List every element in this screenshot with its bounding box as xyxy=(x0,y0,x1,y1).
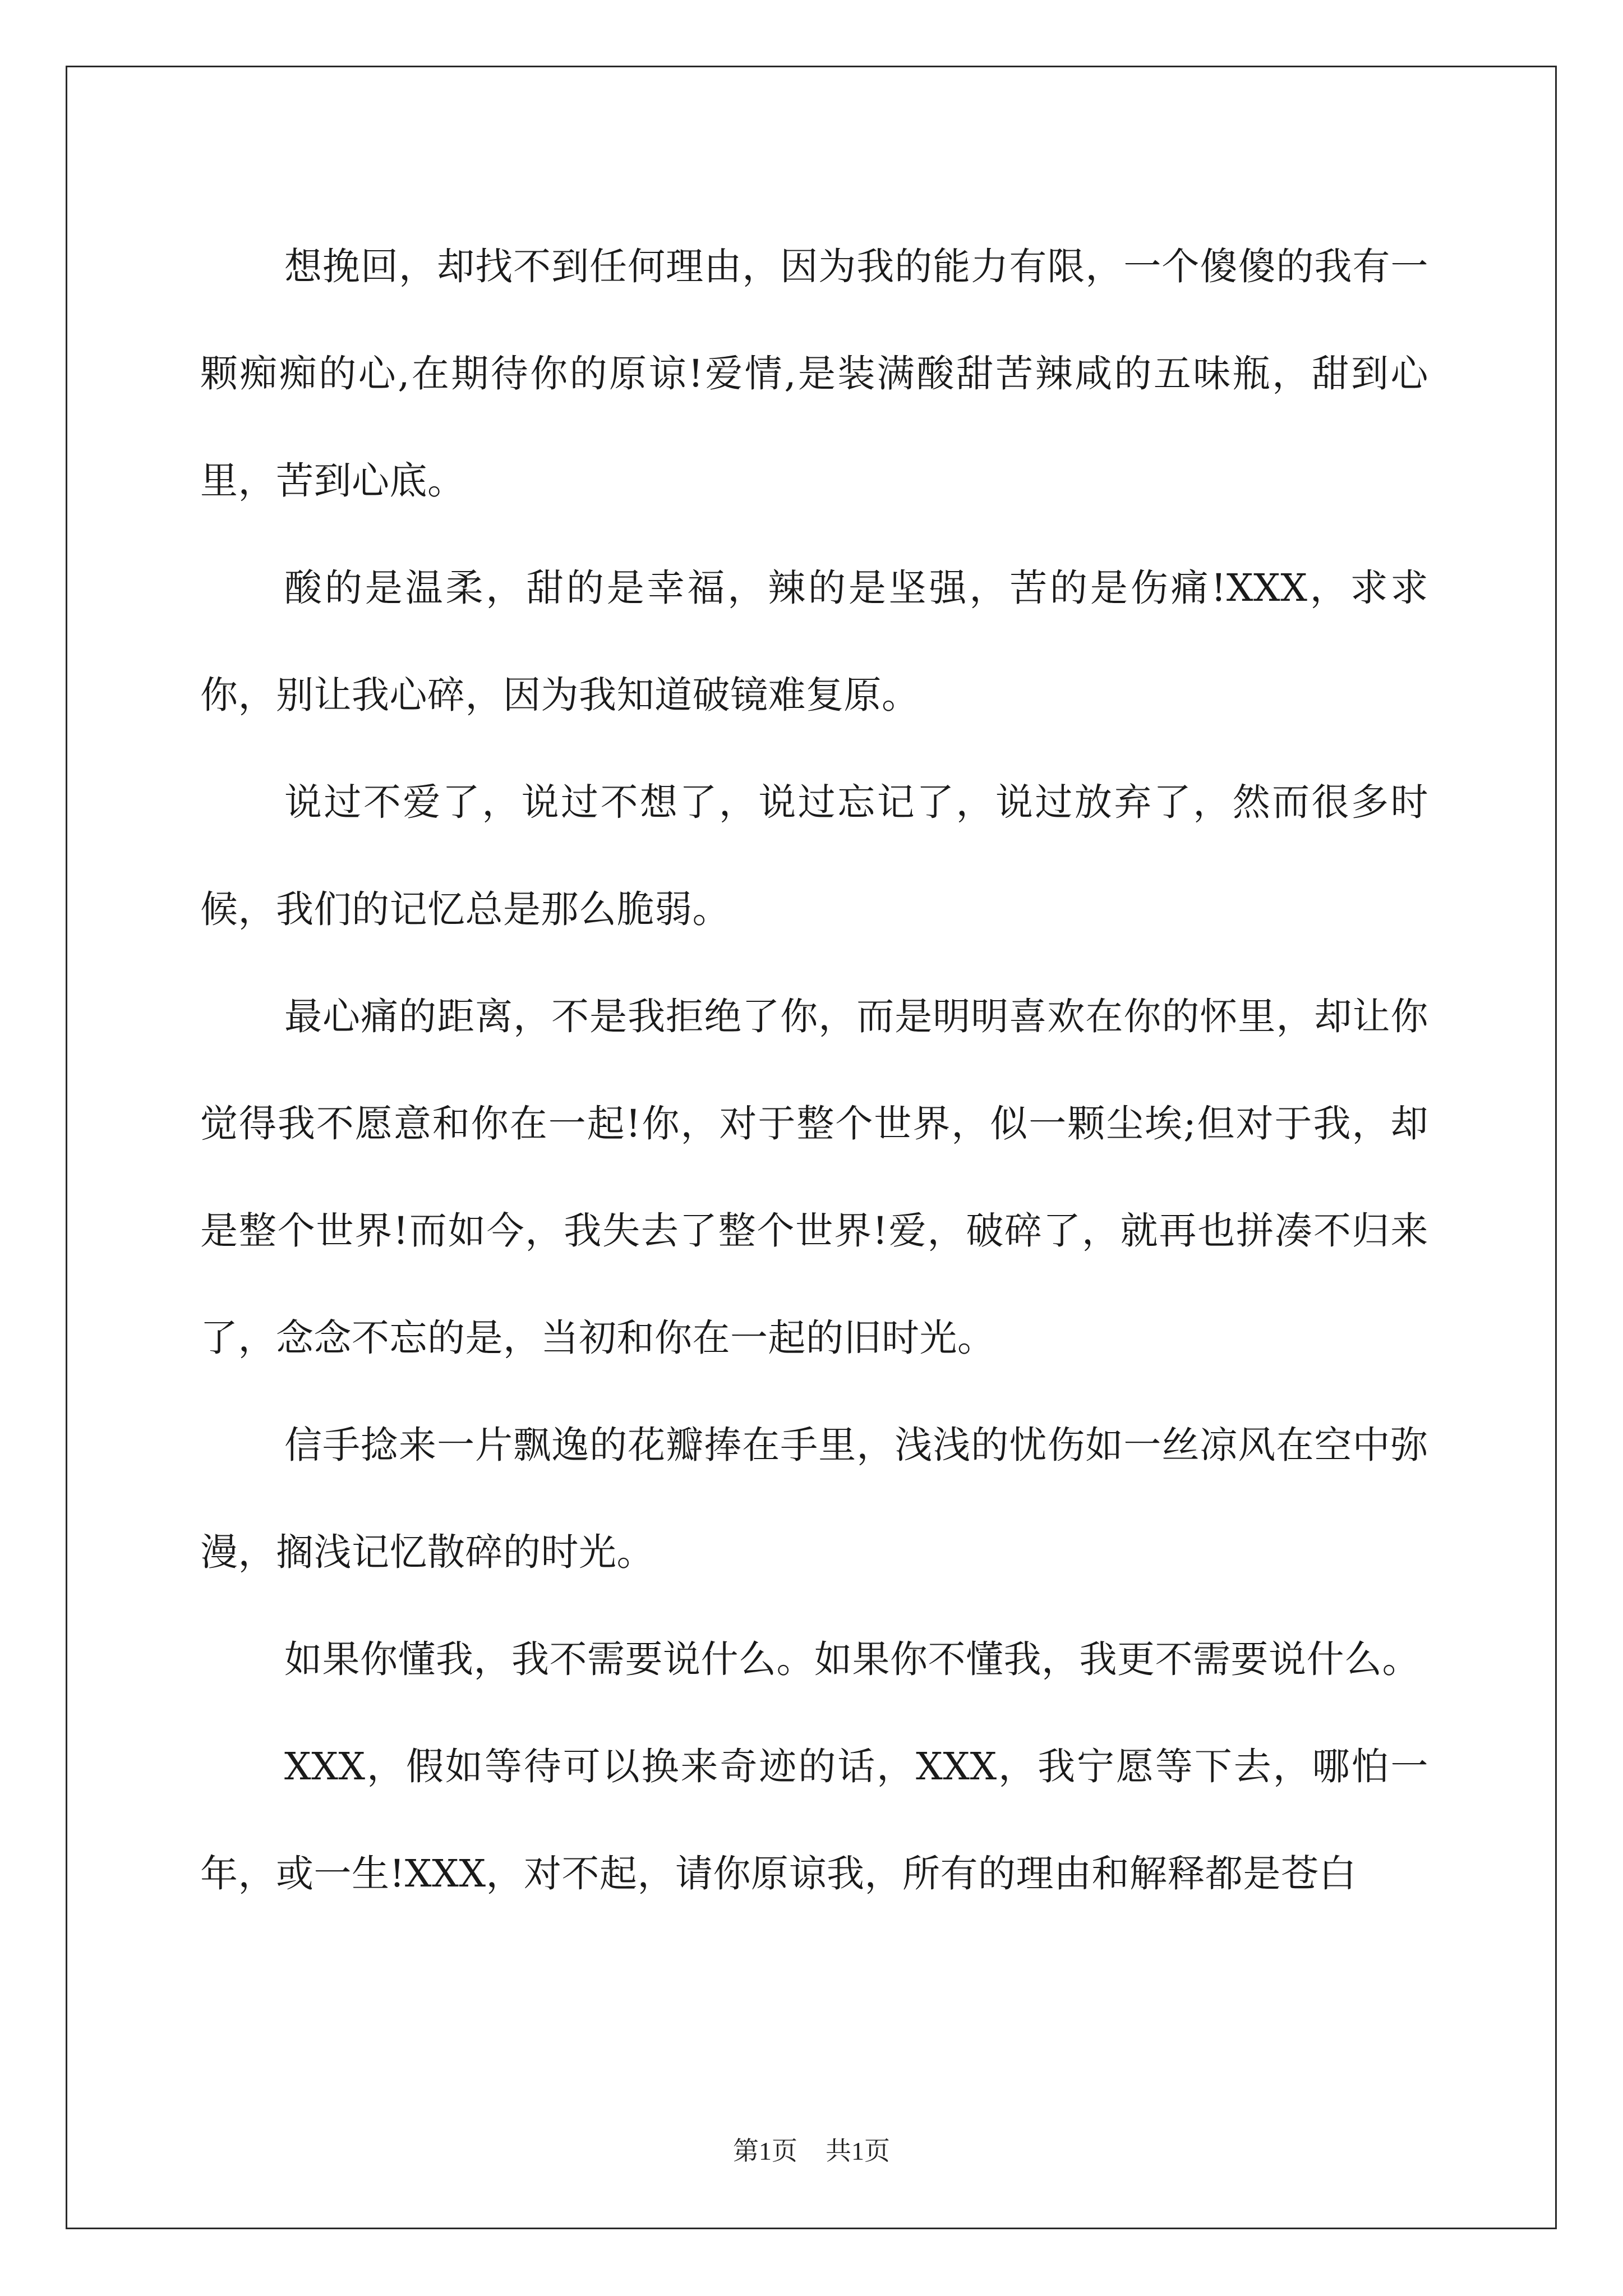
page-total: 共1页 xyxy=(826,2137,890,2165)
paragraph: 最心痛的距离，不是我拒绝了你，而是明明喜欢在你的怀里，却让你觉得我不愿意和你在一起!你，对于整个世界，似一颗尘埃;但对于我，却是整个世界!而如今，我失去了整个世界!爱，破碎了，就再也拼凑不归来了，念念不忘的是，当初和你在一起的旧时光。 xyxy=(200,995,1428,1360)
paragraph: XXX，假如等待可以换来奇迹的话，XXX，我宁愿等下去，哪怕一年，或一生!XXX，对不起，请你原谅我，所有的理由和解释都是苍白 xyxy=(200,1745,1428,1895)
paragraph: 如果你懂我，我不需要说什么。如果你不懂我，我更不需要说什么。 xyxy=(284,1637,1420,1681)
page-footer xyxy=(0,2134,1623,2168)
page-number: 第1页 xyxy=(733,2137,797,2165)
paragraph: 想挽回，却找不到任何理由，因为我的能力有限，一个傻傻的我有一颗痴痴的心,在期待你的原谅!爱情,是装满酸甜苦辣咸的五味瓶，甜到心里，苦到心底。 xyxy=(200,245,1428,503)
paragraph: 酸的是温柔，甜的是幸福，辣的是坚强，苦的是伤痛!XXX，求求你，别让我心碎，因为我知道破镜难复原。 xyxy=(200,566,1428,717)
paragraph: 说过不爱了，说过不想了，说过忘记了，说过放弃了，然而很多时候，我们的记忆总是那么脆弱。 xyxy=(200,780,1428,931)
document-body xyxy=(200,213,1428,1927)
paragraph: 信手捻来一片飘逸的花瓣捧在手里，浅浅的忧伤如一丝凉风在空中弥漫，搁浅记忆散碎的时光。 xyxy=(200,1423,1428,1574)
